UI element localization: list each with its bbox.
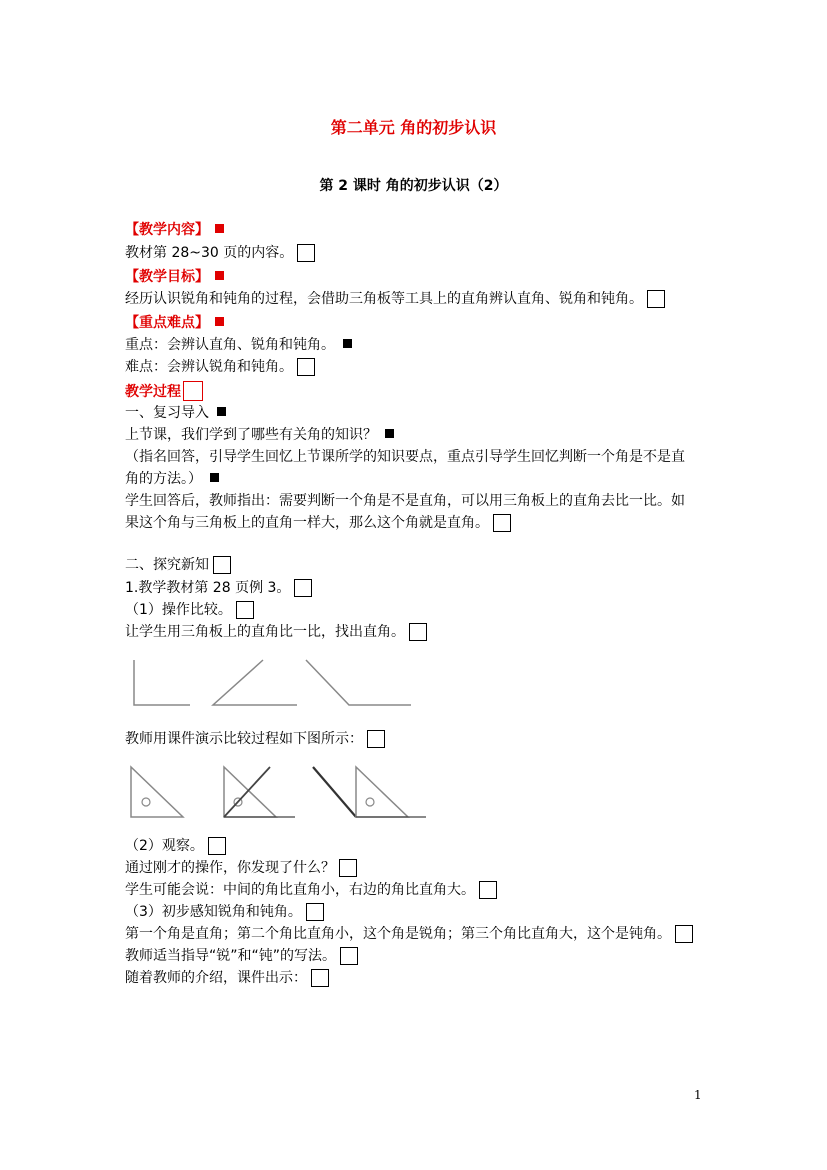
checkbox-icon [236,601,254,619]
section-teaching-goals [125,267,224,287]
checkbox-icon [311,969,329,987]
black-square-icon [343,339,352,348]
paragraph [125,946,358,966]
black-square-icon [217,407,226,416]
paragraph [125,403,226,423]
angles-figure [120,655,420,710]
checkbox-icon [493,514,511,532]
text: （指名回答，引导学生回忆上节课所学的知识要点，重点引导学生回忆判断一个角是不是直 [125,449,685,465]
checkbox-icon [340,947,358,965]
red-square-icon [215,317,224,326]
paragraph [125,555,231,575]
section-heading: 【重点难点】 [125,315,209,331]
paragraph [125,243,315,263]
text: 重点：会辨认直角、锐角和钝角。 [125,337,335,353]
checkbox-icon [306,903,324,921]
text: 上节课，我们学到了哪些有关角的知识？ [125,427,377,443]
paragraph [125,902,324,922]
text: 教材第 28~30 页的内容。 [125,245,294,261]
checkbox-icon [647,290,665,308]
unit-title: 第二单元 角的初步认识 [330,118,497,137]
paragraph [125,924,693,944]
red-box-icon [183,381,203,401]
checkbox-icon [479,881,497,899]
set-square-obtuse-icon [313,767,426,817]
paragraph [125,968,329,988]
text: 让学生用三角板上的直角比一比，找出直角。 [125,624,405,640]
paragraph [125,335,352,355]
text: 学生回答后，教师指出：需要判断一个角是不是直角，可以用三角板上的直角去比一比。如 [125,493,685,509]
section-heading: 【教学内容】 [125,222,209,238]
acute-angle-icon [213,660,297,705]
obtuse-angle-icon [306,660,411,705]
lesson-subtitle: 第 2 课时 角的初步认识（2） [319,178,508,194]
red-square-icon [215,224,224,233]
checkbox-icon [409,623,427,641]
black-square-icon [385,429,394,438]
text: 学生可能会说：中间的角比直角小，右边的角比直角大。 [125,882,475,898]
text: 一、复习导入 [125,405,209,421]
paragraph [125,357,315,377]
checkbox-icon [339,859,357,877]
text: 角的方法。） [125,471,202,487]
paragraph [125,289,665,309]
paragraph [125,622,427,642]
paragraph [125,880,497,900]
text: 经历认识锐角和钝角的过程，会借助三角板等工具上的直角辨认直角、锐角和钝角。 [125,291,643,307]
text: 难点：会辨认锐角和钝角。 [125,359,293,375]
checkbox-icon [213,556,231,574]
paragraph [125,469,219,489]
checkbox-icon [675,925,693,943]
section-heading: 【教学目标】 [125,269,209,285]
paragraph [125,425,394,445]
text: 果这个角与三角板上的直角一样大，那么这个角就是直角。 [125,515,489,531]
paragraph [125,600,254,620]
set-square-acute-icon [224,767,295,817]
paragraph [125,729,385,749]
right-angle-icon [134,660,190,705]
text: 随着教师的介绍，课件出示： [125,970,307,986]
paragraph [125,578,312,598]
checkbox-icon [294,579,312,597]
black-square-icon [210,473,219,482]
checkbox-icon [208,837,226,855]
checkbox-icon [297,358,315,376]
checkbox-icon [367,730,385,748]
text: （1）操作比较。 [125,602,232,618]
page-number: 1 [694,1088,702,1102]
text: 二、探究新知 [125,557,209,573]
section-key-points [125,313,224,333]
checkbox-icon [297,244,315,262]
text: （2）观察。 [125,838,204,854]
text: 1.教学教材第 28 页例 3。 [125,580,291,596]
set-square-right-icon [131,767,183,817]
text: 教师适当指导“锐”和“钝”的写法。 [125,948,337,964]
paragraph [125,513,511,533]
text: （3）初步感知锐角和钝角。 [125,904,302,920]
paragraph [125,836,226,856]
paragraph [125,858,357,878]
section-teaching-content [125,220,224,240]
text: 第一个角是直角；第二个角比直角小，这个角是锐角；第三个角比直角大，这个是钝角。 [125,926,671,942]
section-teaching-process [125,381,203,402]
paragraph [125,447,685,467]
section-heading: 教学过程 [125,384,181,400]
text: 通过刚才的操作，你发现了什么？ [125,860,335,876]
paragraph [125,491,685,511]
red-square-icon [215,271,224,280]
text: 教师用课件演示比较过程如下图所示： [125,731,363,747]
comparison-figure [120,762,430,820]
